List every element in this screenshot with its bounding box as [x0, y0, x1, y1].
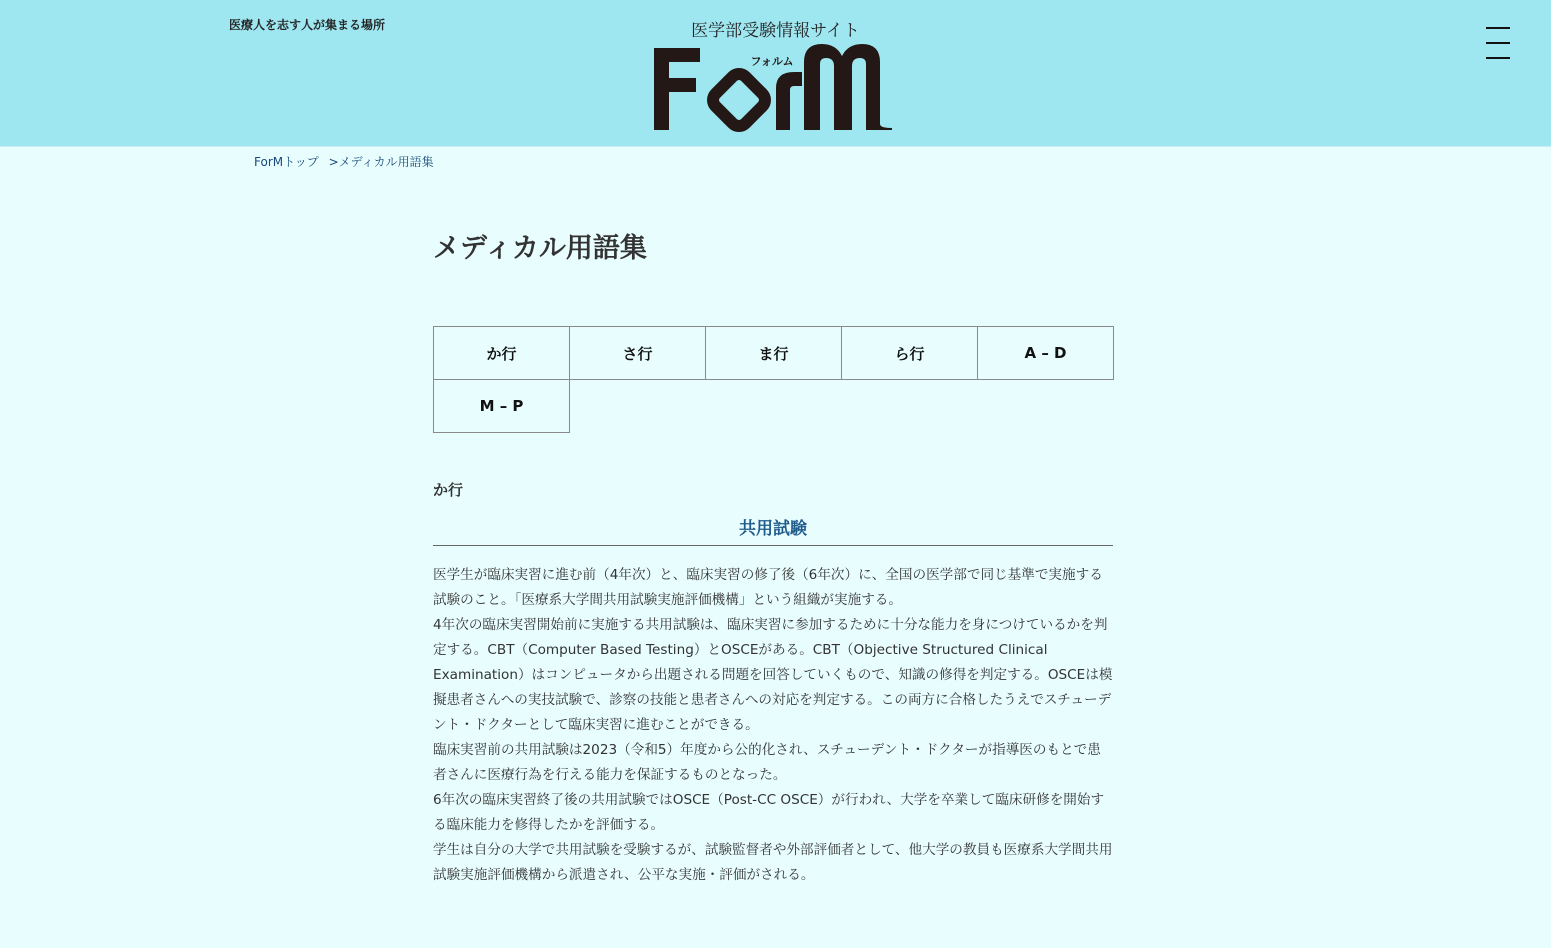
form-logo[interactable] — [652, 42, 894, 134]
page-title: メディカル用語集 — [433, 233, 647, 264]
tab-sa-gyo[interactable]: さ行 — [569, 326, 706, 380]
term-divider — [433, 545, 1113, 546]
breadcrumb — [254, 153, 434, 170]
section-heading: か行 — [433, 481, 464, 499]
term-paragraph: 医学生が臨床実習に進む前（4年次）と、臨床実習の修了後（6年次）に、全国の医学部で同じ基準で実施する試験のこと。「医療系大学間共用試験実施評価機構」という組織が実施する。 — [433, 567, 1103, 608]
term-paragraph: 学生は自分の大学で共用試験を受験するが、試験監督者や外部評価者として、他大学の教員も医療系大学間共用試験実施評価機構から派遣され、公平な実施・評価がされる。 — [433, 842, 1113, 883]
tab-ma-gyo[interactable]: ま行 — [705, 326, 842, 380]
hamburger-menu-icon[interactable] — [1486, 27, 1510, 59]
term-paragraph: 4年次の臨床実習開始前に実施する共用試験は、臨床実習に参加するために十分な能力を身につけているかを判定する。CBT（Computer Based Testing）とOSCEがある。CBT（Objective Structured Clinical Examination）はコンピュータから出題される問題を回答していくもので、知識の修得を判定する。OSCEは模擬患者さんへの実技試験で、診察の技能と患者さんへの対応を判定する。この両方に合格したうえでスチューデント・ドクターとして臨床実習に進むことができる。 — [433, 617, 1113, 733]
tab-ka-gyo[interactable]: か行 — [433, 326, 570, 380]
term-description — [433, 563, 1113, 888]
tab-ra-gyo[interactable]: ら行 — [841, 326, 978, 380]
site-subtitle: 医学部受験情報サイト — [691, 21, 860, 41]
logo-ruby: フォルム — [750, 55, 794, 68]
tab-m-p[interactable]: M – P — [433, 379, 570, 433]
term-paragraph: 臨床実習前の共用試験は2023（令和5）年度から公的化され、スチューデント・ドクターが指導医のもとで患者さんに医療行為を行える能力を保証するものとなった。 — [433, 742, 1101, 783]
breadcrumb-home-link[interactable]: ForMトップ — [254, 155, 319, 169]
site-header — [0, 0, 1551, 147]
tab-a-d[interactable]: A – D — [977, 326, 1114, 380]
breadcrumb-current: メディカル用語集 — [338, 155, 434, 169]
site-tagline: 医療人を志す人が集まる場所 — [229, 18, 386, 32]
breadcrumb-separator: > — [328, 155, 339, 169]
term-paragraph: 6年次の臨床実習終了後の共用試験ではOSCE（Post-CC OSCE）が行われ、大学を卒業して臨床研修を開始する臨床能力を修得したかを評価する。 — [433, 792, 1105, 833]
term-title: 共用試験 — [739, 519, 807, 539]
